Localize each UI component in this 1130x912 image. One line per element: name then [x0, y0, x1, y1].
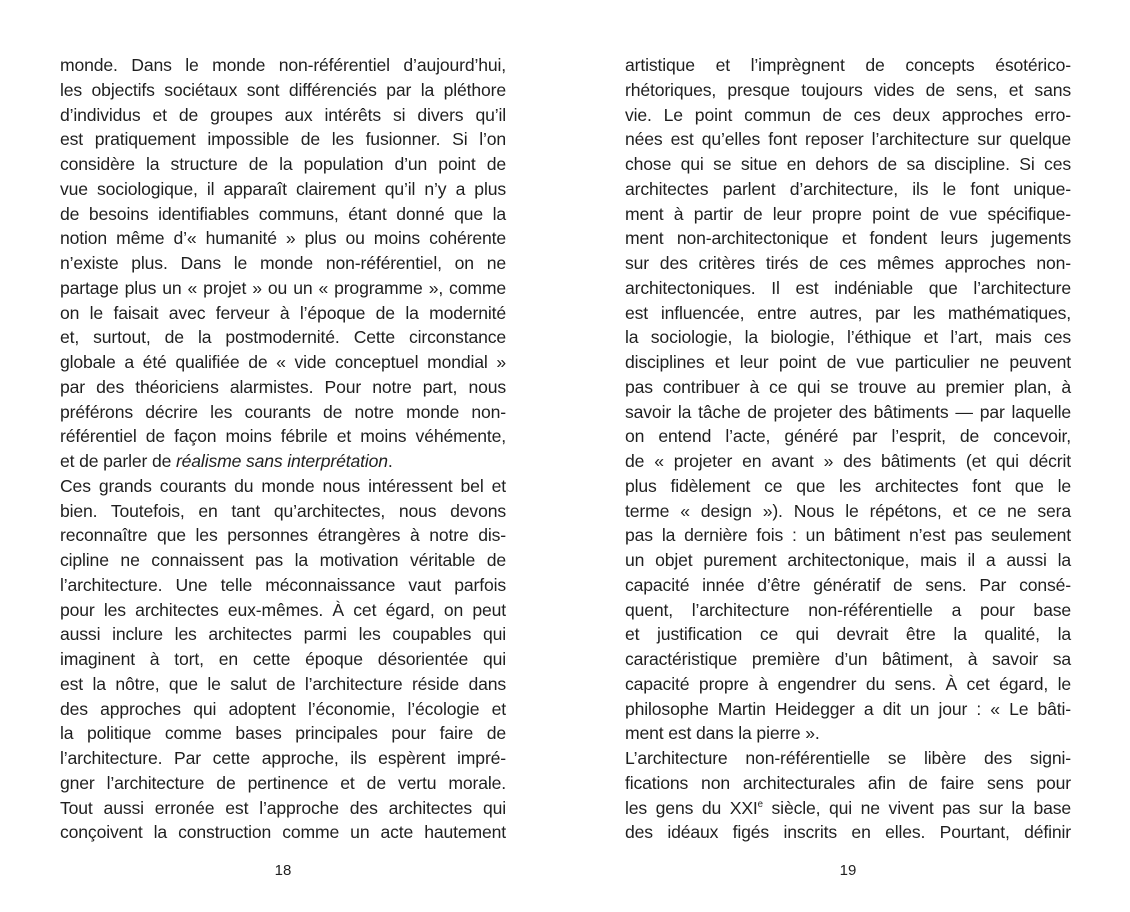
text-line: par des théoriciens alarmistes. Pour notre part, nous	[60, 376, 506, 397]
text-line-paragraph-end: ment est dans la pierre ».	[625, 723, 820, 744]
text-line: d’individus et de groupes aux intérêts si divers qu’il	[60, 104, 506, 125]
left-page-text	[60, 53, 506, 845]
text-run: les gens du XXI	[625, 797, 758, 818]
text-line: vie. Le point commun de ces deux approches erro-	[625, 104, 1071, 125]
text-line: L’architecture non-référentielle se libère des signi-	[625, 748, 1071, 768]
superscript: e	[757, 798, 763, 810]
text-line-with-superscript	[625, 796, 1071, 821]
text-line: les objectifs sociétaux sont différenciés par la pléthore	[60, 79, 506, 100]
text-line: pas contribuer à ce qui se trouve au premier plan, à	[625, 376, 1071, 397]
text-line: cipline ne connaissent pas la motivation véritable de	[60, 550, 506, 570]
text-line: sur des critères tirés de ces mêmes approches non-	[625, 253, 1071, 273]
text-run: et de parler de	[60, 451, 176, 471]
text-line: aussi inclure les architectes parmi les coupables qui	[60, 624, 506, 645]
text-line: de besoins identifiables communs, étant donné que la	[60, 203, 506, 224]
text-line: on le faisait avec ferveur à l’époque de la modernité	[60, 302, 506, 323]
page-number-left: 18	[274, 862, 292, 879]
text-line: des approches qui adoptent l’économie, l’écologie et	[60, 698, 506, 719]
text-line: un objet purement architectonique, mais il a aussi la	[625, 550, 1071, 570]
text-line: la politique comme bases principales pour faire de	[60, 723, 506, 744]
text-line: fications non architecturales afin de faire sens pour	[625, 772, 1071, 793]
text-line: l’architecture. Une telle méconnaissance vaut parfois	[60, 574, 506, 595]
text-line: plus fidèlement ce que les architectes font que le	[625, 475, 1071, 496]
text-line: préférons décrire les courants de notre monde non-	[60, 401, 506, 422]
text-line: bien. Toutefois, en tant qu’architectes, nous devons	[60, 500, 506, 521]
text-line: architectoniques. Il est indéniable que l’architecture	[625, 277, 1071, 298]
text-line: Ces grands courants du monde nous intéressent bel et	[60, 475, 506, 496]
text-line: rhétoriques, presque toujours vides de sens, et sans	[625, 79, 1071, 100]
text-line: de « projeter en avant » des bâtiments (et qui décrit	[625, 451, 1071, 471]
text-line: des idéaux figés inscrits en elles. Pourtant, définir	[625, 822, 1071, 843]
right-page-text	[625, 53, 1071, 845]
text-line: est la nôtre, que le salut de l’architecture réside dans	[60, 673, 506, 694]
text-line: globale a été qualifiée de « vide conceptuel mondial »	[60, 352, 506, 372]
text-line: caractéristique première d’un bâtiment, à savoir sa	[625, 649, 1071, 669]
text-line: est pratiquement impossible de les fusionner. Si l’on	[60, 129, 506, 150]
text-line: l’architecture. Par cette approche, ils espèrent impré-	[60, 748, 506, 768]
text-line: philosophe Martin Heidegger a dit un jour : « Le bâti-	[625, 698, 1071, 719]
text-line: vue sociologique, il apparaît clairement qu’il n’y a plus	[60, 178, 506, 199]
text-line: pas la dernière fois : un bâtiment n’est pas seulement	[625, 525, 1071, 546]
text-line: savoir la tâche de projeter des bâtiments — par laquelle	[625, 401, 1071, 422]
text-line: n’existe plus. Dans le monde non-référentiel, on ne	[60, 253, 506, 273]
text-line: partage plus un « projet » ou un « programme », comme	[60, 277, 506, 298]
text-line: terme « design »). Nous le répétons, et ce ne sera	[625, 500, 1071, 521]
text-line: capacité propre à engendrer du sens. À cet égard, le	[625, 673, 1071, 694]
text-line: pour les architectes eux-mêmes. À cet égard, on peut	[60, 599, 506, 620]
text-line: architectes parlent d’architecture, ils le font unique-	[625, 178, 1071, 199]
text-line: reconnaître que les personnes étrangères à notre dis-	[60, 525, 506, 546]
text-line: quent, l’architecture non-référentielle a pour base	[625, 599, 1071, 620]
text-line: la sociologie, la biologie, l’éthique et l’art, mais ces	[625, 327, 1071, 348]
text-line: nées est qu’elles font reposer l’architecture sur quelque	[625, 129, 1071, 150]
text-line: artistique et l’imprègnent de concepts ésotérico-	[625, 55, 1071, 75]
text-run: siècle, qui ne vivent pas sur la base	[762, 797, 1071, 818]
text-line: référentiel de façon moins fébrile et moins véhémente,	[60, 426, 506, 447]
text-line: capacité innée d’être génératif de sens. Par consé-	[625, 574, 1071, 595]
text-line: gner l’architecture de pertinence et de vertu morale.	[60, 772, 506, 793]
text-line: chose qui se situe en dehors de sa discipline. Si ces	[625, 154, 1071, 174]
text-run: .	[387, 451, 393, 471]
page-number-right: 19	[839, 862, 857, 879]
text-line: et, surtout, de la postmodernité. Cette circonstance	[60, 327, 506, 348]
text-line: notion même d’« humanité » plus ou moins cohérente	[60, 228, 506, 249]
text-line: considère la structure de la population d’un point de	[60, 154, 506, 174]
italic-phrase: réalisme sans interprétation	[175, 451, 388, 471]
text-line: monde. Dans le monde non-référentiel d’aujourd’hui,	[60, 55, 506, 75]
text-line: et justification ce qui devrait être la qualité, la	[625, 624, 1071, 645]
text-line: est influencée, entre autres, par les mathématiques,	[625, 302, 1071, 323]
text-line: conçoivent la construction comme un acte hautement	[60, 822, 506, 843]
text-line: Tout aussi erronée est l’approche des architectes qui	[60, 797, 506, 818]
text-line: on entend l’acte, généré par l’esprit, de concevoir,	[625, 426, 1071, 447]
text-line: ment non-architectonique et fondent leurs jugements	[625, 228, 1071, 249]
text-line: ment à partir de leur propre point de vue spécifique-	[625, 203, 1071, 224]
text-line: imaginent à tort, en cette époque désorientée qui	[60, 649, 506, 669]
text-line: disciplines et leur point de vue particulier ne peuvent	[625, 352, 1071, 372]
text-line-paragraph-end	[60, 449, 506, 474]
